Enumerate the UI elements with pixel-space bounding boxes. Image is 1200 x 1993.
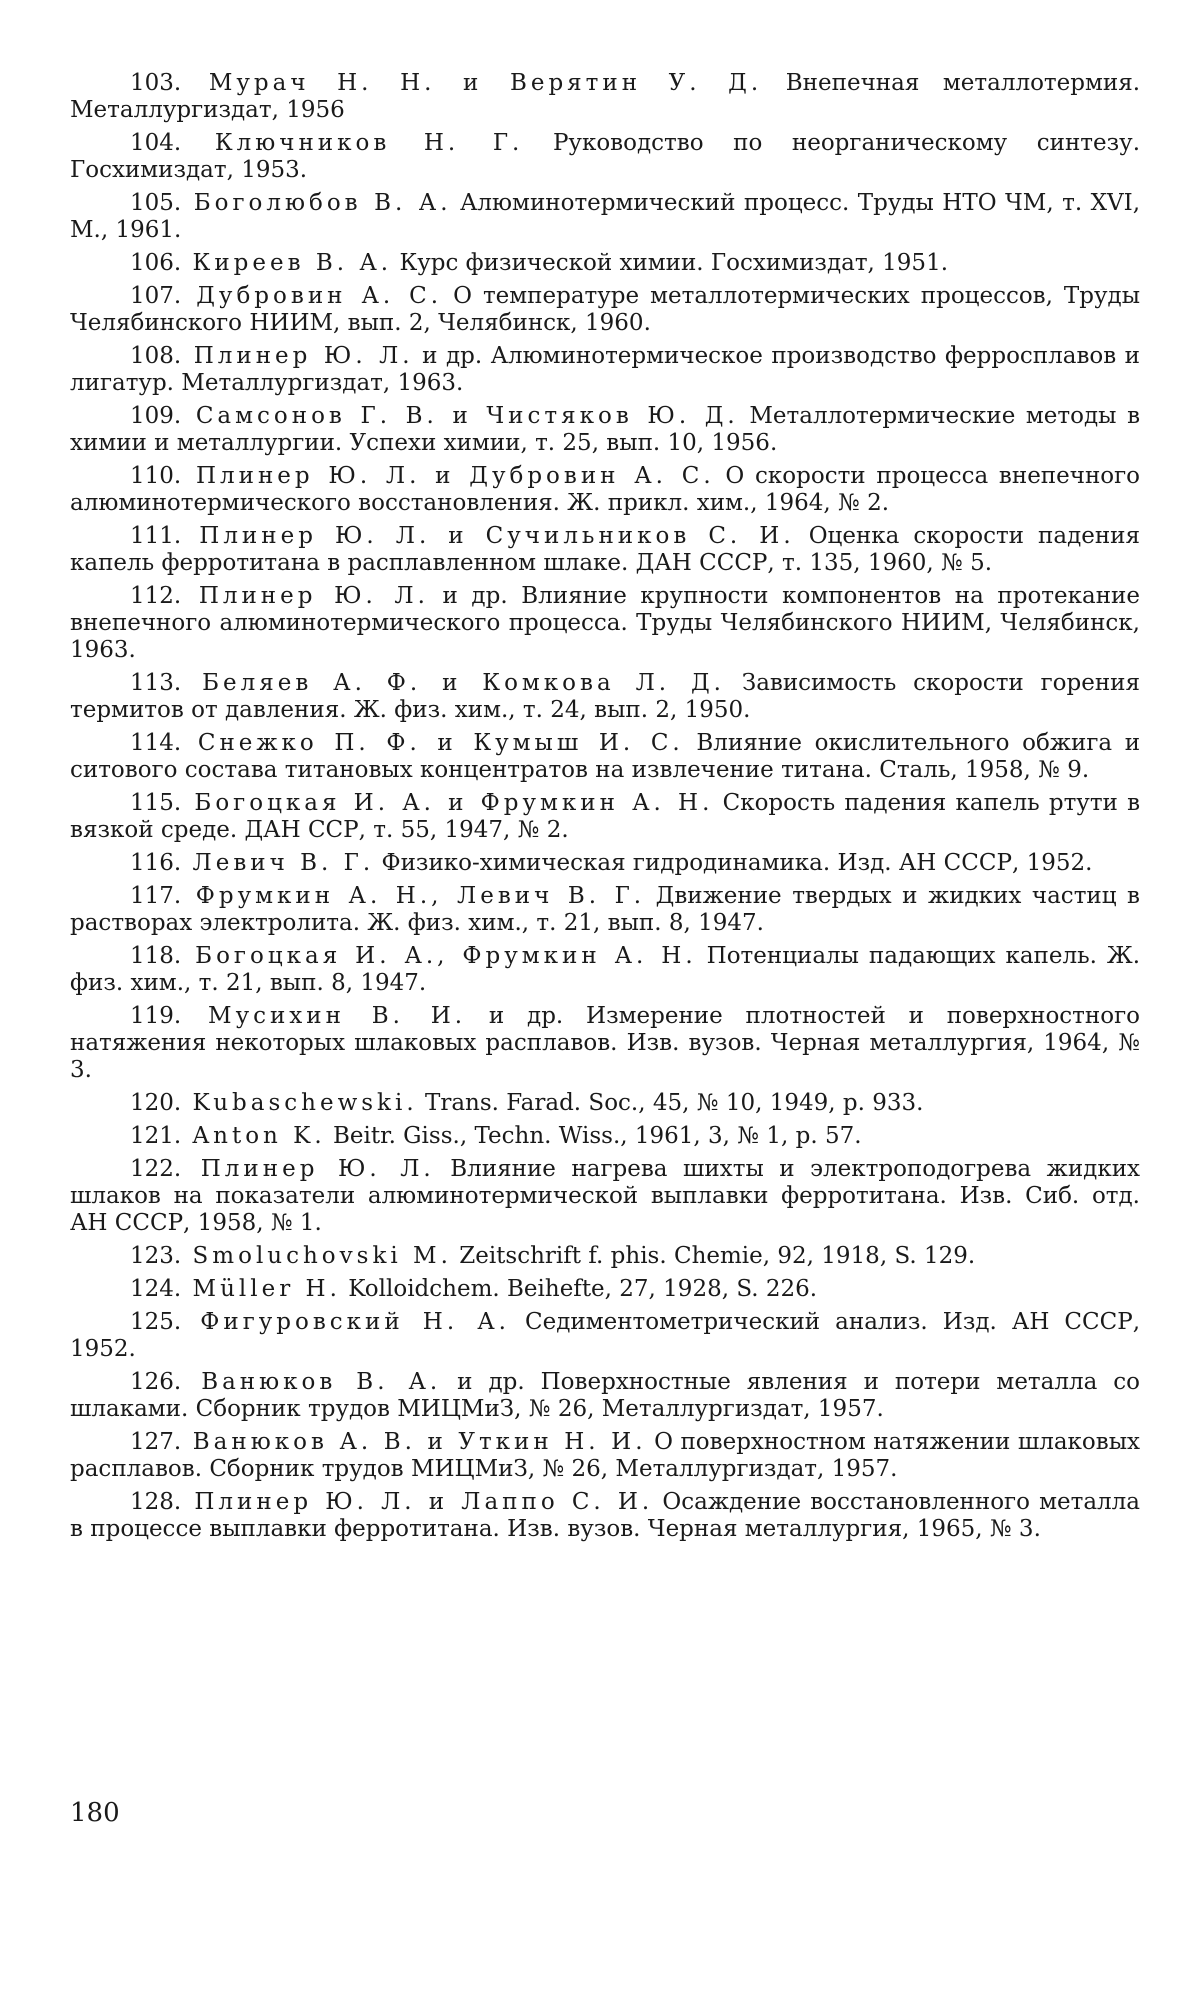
reference-author: Плинер Ю. Л. — [200, 1156, 435, 1182]
reference-text: Потенциалы падающих капель. Ж. физ. хим., т. 21, вып. 8, 1947. — [70, 943, 1141, 996]
reference-item — [70, 1243, 1140, 1270]
reference-number: 109. — [130, 403, 182, 429]
reference-number: 120. — [130, 1090, 182, 1116]
reference-number: 113. — [130, 670, 182, 696]
reference-author: Фигуровский Н. А. — [200, 1309, 510, 1335]
reference-item — [70, 343, 1140, 397]
reference-author: Плинер Ю. Л. и Сучильников С. И. — [199, 523, 795, 549]
reference-number: 106. — [130, 250, 182, 276]
reference-number: 107. — [130, 283, 182, 309]
reference-author: Фрумкин А. Н., Левич В. Г. — [195, 883, 646, 909]
reference-text: Влияние нагрева шихты и электроподогрева жидких шлаков на показатели алюминотермической выплавки ферротитана. Изв. Сиб. отд. АН СССР, 1958, № 1. — [70, 1156, 1140, 1236]
reference-text: и др. Влияние крупности компонентов на протекание внепечного алюминотермического процесса. Труды Челябинского НИИМ, Челябинск, 1963. — [70, 583, 1140, 663]
reference-text: Влияние окислительного обжига и ситового состава титановых концентратов на извлечение титана. Сталь, 1958, № 9. — [70, 730, 1141, 783]
reference-item — [70, 1276, 1140, 1303]
reference-author: Müller H. — [192, 1276, 341, 1302]
reference-text: Металлотермические методы в химии и металлургии. Успехи химии, т. 25, вып. 10, 1956. — [70, 403, 1141, 456]
reference-author: Самсонов Г. В. и Чистяков Ю. Д. — [195, 403, 739, 429]
reference-author: Мурач Н. Н. и Верятин У. Д. — [208, 70, 763, 96]
reference-item — [70, 1123, 1140, 1150]
reference-text: Оценка скорости падения капель ферротитана в расплавленном шлаке. ДАН СССР, т. 135, 1960, № 5. — [70, 523, 1141, 576]
reference-text: Зависимость скорости горения термитов от давления. Ж. физ. хим., т. 24, вып. 2, 1950. — [70, 670, 1141, 723]
reference-item — [70, 670, 1140, 724]
reference-number: 122. — [130, 1156, 182, 1182]
reference-text: Trans. Farad. Soc., 45, № 10, 1949, p. 933. — [424, 1090, 924, 1116]
reference-author: Anton K. — [192, 1123, 326, 1149]
reference-text: и др. Измерение плотностей и поверхностного натяжения некоторых шлаковых расплавов. Изв. вузов. Черная металлургия, 1964, № 3. — [70, 1003, 1140, 1083]
page-number: 180 — [70, 1798, 120, 1828]
reference-item — [70, 1429, 1140, 1483]
reference-number: 127. — [130, 1429, 182, 1455]
reference-text: Движение твердых и жидких частиц в растворах электролита. Ж. физ. хим., т. 21, вып. 8, 1947. — [70, 883, 1141, 936]
reference-text: Физико-химическая гидродинамика. Изд. АН СССР, 1952. — [381, 850, 1093, 876]
reference-author: Ванюков А. В. и Уткин Н. И. — [192, 1429, 647, 1455]
reference-author: Smoluchovski M. — [192, 1243, 452, 1269]
reference-number: 121. — [130, 1123, 182, 1149]
reference-item — [70, 1309, 1140, 1363]
reference-number: 108. — [130, 343, 182, 369]
reference-number: 117. — [130, 883, 182, 909]
reference-number: 112. — [130, 583, 182, 609]
reference-author: Боголюбов В. А. — [193, 190, 452, 216]
reference-item — [70, 523, 1140, 577]
reference-author: Беляев А. Ф. и Комкова Л. Д. — [202, 670, 725, 696]
reference-number: 103. — [130, 70, 182, 96]
reference-item — [70, 70, 1140, 124]
reference-number: 119. — [130, 1003, 182, 1029]
reference-item — [70, 190, 1140, 244]
reference-item — [70, 403, 1140, 457]
reference-author: Мусихин В. И. — [208, 1003, 467, 1029]
reference-text: Курс физической химии. Госхимиздат, 1951. — [399, 250, 949, 276]
reference-text: и др. Алюминотермическое производство ферросплавов и лигатур. Металлургиздат, 1963. — [70, 343, 1141, 396]
reference-number: 110. — [130, 463, 182, 489]
reference-author: Плинер Ю. Л. — [198, 583, 429, 609]
reference-author: Левич В. Г. — [192, 850, 375, 876]
reference-text: Внепечная металлотермия. Металлургиздат, 1956 — [70, 70, 1141, 123]
reference-author: Плинер Ю. Л. и Лаппо С. И. — [194, 1489, 654, 1515]
reference-number: 115. — [130, 790, 182, 816]
reference-item — [70, 1369, 1140, 1423]
reference-item — [70, 730, 1140, 784]
reference-text: О поверхностном натяжении шлаковых расплавов. Сборник трудов МИЦМиЗ, № 26, Металлургиздат, 1957. — [70, 1429, 1140, 1482]
reference-item — [70, 850, 1140, 877]
reference-text: Zeitschrift f. phis. Chemie, 92, 1918, S. 129. — [459, 1243, 976, 1269]
reference-number: 104. — [130, 130, 182, 156]
reference-number: 128. — [130, 1489, 182, 1515]
reference-author: Ключников Н. Г. — [214, 130, 524, 156]
reference-author: Снежко П. Ф. и Кумыш И. С. — [197, 730, 684, 756]
reference-author: Ванюков В. А. — [201, 1369, 442, 1395]
reference-text: О температуре металлотермических процессов, Труды Челябинского НИИМ, вып. 2, Челябинск, 1960. — [70, 283, 1140, 336]
reference-author: Дубровин А. С. — [196, 283, 443, 309]
reference-item — [70, 883, 1140, 937]
reference-item — [70, 1489, 1140, 1543]
reference-author: Богоцкая И. А., Фрумкин А. Н. — [195, 943, 697, 969]
reference-item — [70, 1003, 1140, 1084]
reference-text: Руководство по неорганическому синтезу. Госхимиздат, 1953. — [70, 130, 1141, 183]
reference-text: Седиментометрический анализ. Изд. АН СССР, 1952. — [70, 1309, 1141, 1362]
reference-number: 123. — [130, 1243, 182, 1269]
reference-text: Скорость падения капель ртути в вязкой среде. ДАН ССР, т. 55, 1947, № 2. — [70, 790, 1141, 843]
reference-item — [70, 463, 1140, 517]
reference-item — [70, 583, 1140, 664]
reference-author: Плинер Ю. Л. — [193, 343, 414, 369]
reference-item — [70, 943, 1140, 997]
reference-text: О скорости процесса внепечного алюминотермического восстановления. Ж. прикл. хим., 1964, № 2. — [70, 463, 1141, 516]
reference-number: 118. — [130, 943, 182, 969]
reference-number: 105. — [130, 190, 182, 216]
reference-number: 114. — [130, 730, 182, 756]
reference-number: 116. — [130, 850, 182, 876]
reference-number: 124. — [130, 1276, 182, 1302]
reference-text: и др. Поверхностные явления и потери металла со шлаками. Сборник трудов МИЦМиЗ, № 26, Металлургиздат, 1957. — [70, 1369, 1140, 1422]
reference-item — [70, 130, 1140, 184]
reference-text: Beitr. Giss., Techn. Wiss., 1961, 3, № 1, p. 57. — [332, 1123, 862, 1149]
references-list — [70, 70, 1140, 1549]
reference-number: 126. — [130, 1369, 182, 1395]
reference-number: 111. — [130, 523, 182, 549]
reference-item — [70, 1090, 1140, 1117]
reference-text: Алюминотермический процесс. Труды НТО ЧМ, т. XVI, М., 1961. — [70, 190, 1141, 243]
reference-author: Kubaschewski. — [192, 1090, 418, 1116]
reference-item — [70, 790, 1140, 844]
reference-author: Киреев В. А. — [192, 250, 393, 276]
reference-text: Kolloidchem. Beihefte, 27, 1928, S. 226. — [348, 1276, 818, 1302]
reference-number: 125. — [130, 1309, 182, 1335]
reference-item — [70, 283, 1140, 337]
reference-author: Богоцкая И. А. и Фрумкин А. Н. — [194, 790, 714, 816]
reference-item — [70, 1156, 1140, 1237]
reference-text: Осаждение восстановленного металла в процессе выплавки ферротитана. Изв. вузов. Черная металлургия, 1965, № 3. — [70, 1489, 1140, 1542]
reference-item — [70, 250, 1140, 277]
reference-author: Плинер Ю. Л. и Дубровин А. С. — [195, 463, 715, 489]
